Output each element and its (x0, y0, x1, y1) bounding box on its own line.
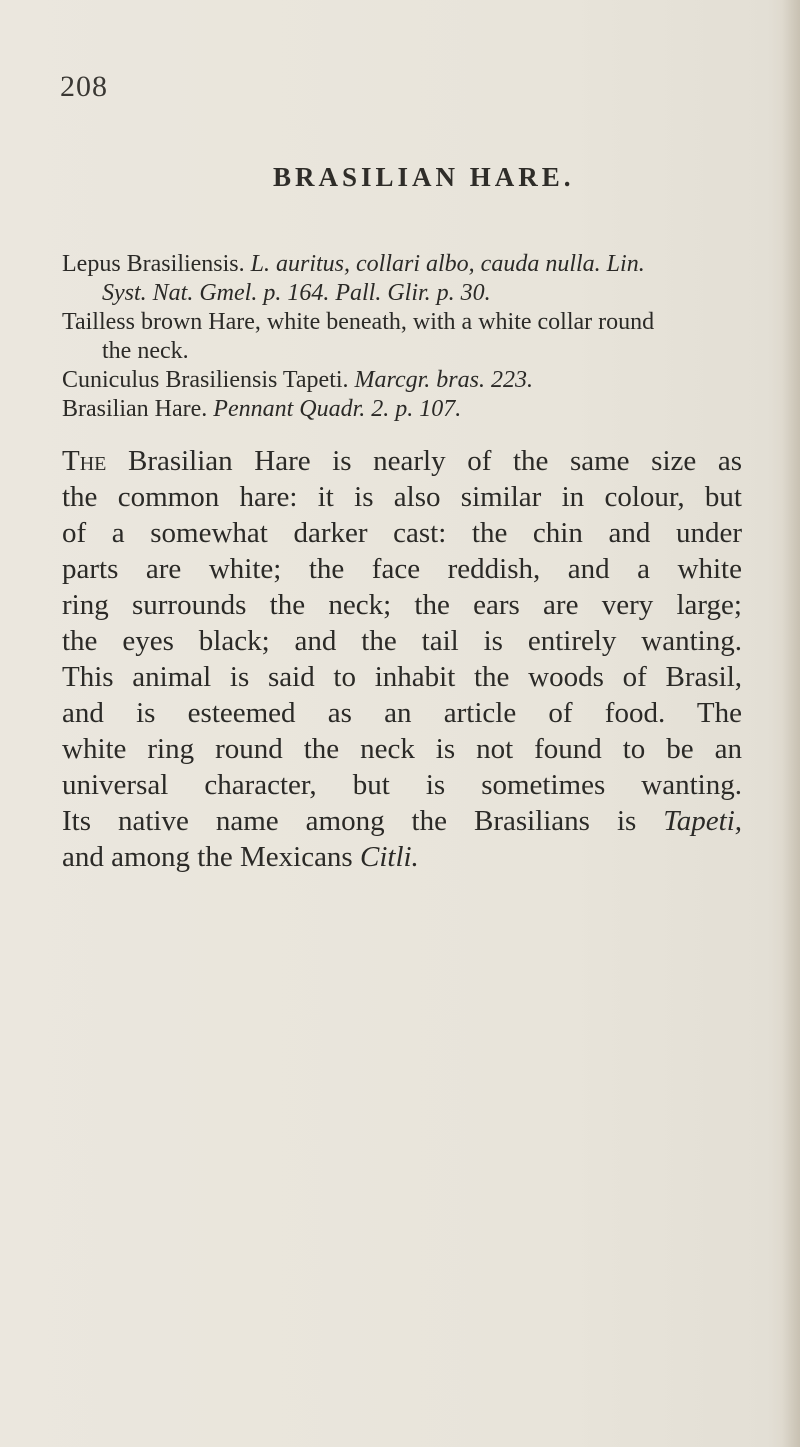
page-number: 208 (60, 70, 108, 103)
text-line: white ring round the neck is not found to be an (62, 733, 742, 765)
synonym-line (62, 279, 752, 308)
text-line: and is esteemed as an article of food. The (62, 697, 742, 729)
synonym-citation: Marcgr. bras. 223. (354, 367, 533, 393)
synonym-line (62, 366, 752, 395)
text-line: Its native name among the Brasilians is Tapeti, (62, 805, 742, 837)
synonym-name: Tailless brown Hare, white beneath, with a white collar round (62, 309, 655, 335)
text-line: the eyes black; and the tail is entirely wanting. (62, 625, 742, 657)
text-line: and among the Mexicans Citli. (62, 841, 419, 873)
synonym-line (62, 337, 752, 366)
synonym-name: Lepus Brasiliensis. (62, 251, 251, 277)
mexican-name: Citli. (359, 841, 419, 873)
page-edge-shadow (782, 0, 800, 1447)
synonym-citation: Syst. Nat. Gmel. p. 164. Pall. Glir. p. 30. (102, 280, 491, 306)
text-line: universal character, but is sometimes wanting. (62, 769, 742, 801)
text-line: the common hare: it is also similar in colour, but (62, 481, 742, 513)
text-line: ring surrounds the neck; the ears are very large; (62, 589, 742, 621)
synonym-line (62, 395, 752, 424)
synonym-name: the neck. (102, 338, 189, 364)
text-line: The Brasilian Hare is nearly of the same size as (62, 445, 742, 477)
lead-word: The (62, 445, 107, 477)
synonym-citation: L. auritus, collari albo, cauda nulla. Lin. (250, 251, 645, 277)
text-line: of a somewhat darker cast: the chin and under (62, 517, 742, 549)
synonym-line (62, 250, 752, 279)
description-paragraph (62, 443, 742, 875)
text-line: This animal is said to inhabit the woods of Brasil, (62, 661, 742, 693)
synonym-citation: Pennant Quadr. 2. p. 107. (213, 396, 462, 422)
text-line: parts are white; the face reddish, and a white (62, 553, 742, 585)
synonym-line (62, 308, 752, 337)
synonym-name: Brasilian Hare. (62, 396, 214, 422)
section-title: BRASILIAN HARE. (273, 162, 575, 192)
synonymy-block (62, 250, 752, 424)
synonym-name: Cuniculus Brasiliensis Tapeti. (62, 367, 355, 393)
native-name: Tapeti, (663, 805, 742, 837)
